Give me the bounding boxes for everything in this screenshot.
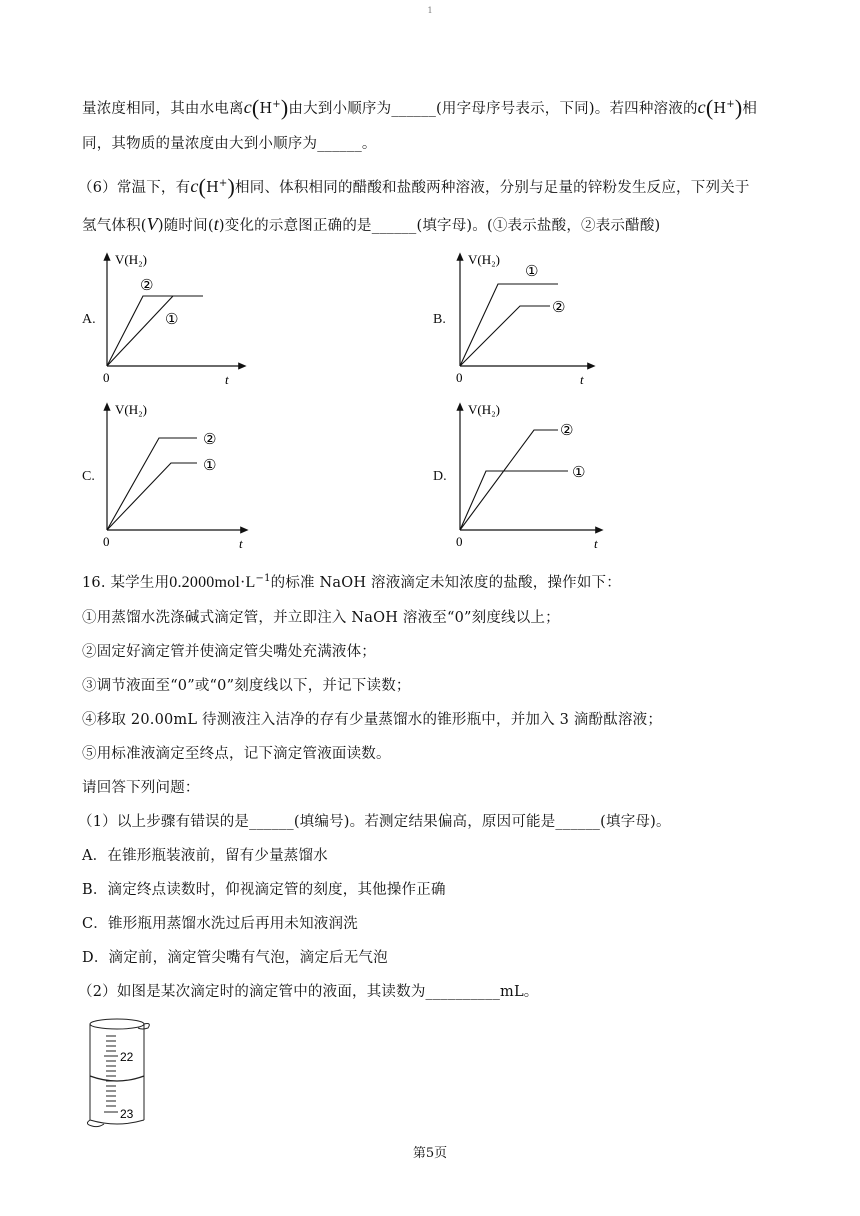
option-a: A．在锥形瓶装液前，留有少量蒸馏水 (82, 848, 328, 864)
option-b: B．滴定终点读数时，仰视滴定管的刻度，其他操作正确 (82, 882, 446, 898)
curve-label-bottom: ① (572, 463, 586, 481)
symbol-t: t (213, 214, 219, 234)
option-d: D．滴定前，滴定管尖嘴有气泡，滴定后无气泡 (82, 950, 388, 966)
text-segment: )变化的示意图正确的是______(填字母)。(①表示盐酸，②表示醋酸) (218, 218, 661, 234)
text-segment: 相同、体积相同的醋酸和盐酸两种溶液，分别与足量的锌粉发生反应，下列关于 (235, 179, 750, 196)
curve-label-top: ② (203, 430, 217, 448)
symbol-v: V (146, 214, 158, 234)
step-2: ②固定好滴定管并使滴定管尖嘴处充满液体； (82, 644, 376, 660)
curve-label-top: ① (525, 262, 539, 280)
text-segment: 相 (742, 100, 758, 117)
x-axis-label: t (239, 536, 243, 551)
origin-label: 0 (103, 370, 110, 385)
text-segment: （6）常温下，有 (78, 179, 191, 196)
symbol-plus: + (726, 99, 735, 110)
step-4: ④移取 20.00mL 待测液注入洁净的存有少量蒸馏水的锥形瓶中，并加入 3 滴酚酞溶液； (82, 712, 663, 728)
option-a-label: A. (82, 312, 96, 327)
text-line-2: 同，其物质的量浓度由大到小顺序为______。 (82, 136, 377, 152)
question-6-line-1: （6）常温下，有c(H+)相同、体积相同的醋酸和盐酸两种溶液，分别与足量的锌粉发生反应，下列关于 (78, 173, 750, 199)
curve-label-bottom: ① (165, 310, 179, 328)
graph-c (95, 400, 255, 550)
text-segment: 量浓度相同，其由水电离 (82, 100, 244, 117)
x-axis-label: t (225, 372, 229, 387)
page-footer: 第5页 (412, 1146, 448, 1161)
curve-acetic (107, 296, 203, 366)
curve-label-top: ② (560, 421, 574, 439)
text-segment: 16. 某学生用 (82, 574, 170, 591)
text-line-1: 量浓度相同，其由水电离c(H+)由大到小顺序为______(用字母序号表示，下同)。若四种溶液的c(H+)相 (82, 94, 758, 120)
step-5: ⑤用标准液滴定至终点，记下滴定管液面读数。 (82, 746, 391, 762)
curve-label-bottom: ① (203, 456, 217, 474)
burette-figure (82, 1016, 152, 1128)
step-1: ①用蒸馏水洗涤碱式滴定管，并立即注入 NaOH 溶液至“0”刻度线以上； (82, 610, 560, 626)
curve-hcl (107, 463, 197, 530)
origin-label: 0 (103, 534, 110, 549)
text-segment: (用字母序号表示，下同)。若四种溶液的 (436, 100, 698, 117)
text-segment: 的标准 NaOH 溶液滴定未知浓度的盐酸，操作如下： (270, 574, 621, 591)
curve-hcl (460, 471, 568, 530)
x-axis-label: t (580, 372, 584, 387)
y-axis-label: V(H₂) (115, 402, 147, 417)
symbol-plus: + (218, 178, 228, 189)
step-3: ③调节液面至“0”或“0”刻度线以下，并记下读数； (82, 678, 411, 694)
page-mark: 1 (427, 6, 433, 15)
text-segment: )随时间( (157, 218, 214, 234)
option-d-label: D. (433, 469, 447, 484)
symbol-c: c (243, 96, 252, 117)
prompt-line: 请回答下列问题： (82, 780, 200, 796)
text-segment: 由大到小顺序为 (288, 100, 392, 117)
graph-a (95, 250, 255, 390)
burette-mark-22: 22 (120, 1050, 134, 1064)
unit-exponent: −1 (255, 573, 271, 584)
graph-d (448, 400, 618, 550)
answer-blank: ______ (391, 100, 437, 117)
symbol-c: c (697, 96, 706, 117)
y-axis-label: V(H₂) (468, 252, 500, 267)
curve-acetic (460, 430, 558, 530)
curve-hcl (460, 284, 558, 366)
sub-question-2: （2）如图是某次滴定时的滴定管中的液面，其读数为__________mL。 (78, 984, 539, 1000)
symbol-plus: + (272, 99, 281, 110)
origin-label: 0 (456, 370, 463, 385)
burette-mark-23: 23 (120, 1107, 134, 1121)
option-c-label: C. (82, 469, 95, 484)
symbol-c: c (190, 175, 199, 196)
concentration-value: 0.2000mol·L (169, 573, 256, 591)
graph-b (448, 250, 608, 390)
curve-label-bottom: ② (552, 298, 566, 316)
y-axis-label: V(H₂) (115, 252, 147, 267)
liquid-meniscus (90, 1076, 144, 1081)
option-c: C．锥形瓶用蒸馏水洗过后再用未知液润洗 (82, 916, 358, 932)
question-6-line-2 (82, 214, 660, 236)
curve-hcl (107, 296, 173, 366)
y-axis-label: V(H₂) (468, 402, 500, 417)
sub-question-1: （1）以上步骤有错误的是______(填编号)。若测定结果偏高，原因可能是______(填字母)。 (78, 814, 671, 830)
origin-label: 0 (456, 534, 463, 549)
text-segment: 氢气体积( (82, 218, 147, 234)
curve-label-top: ② (140, 276, 154, 294)
option-b-label: B. (433, 312, 446, 327)
x-axis-label: t (594, 536, 598, 551)
question-16-stem (82, 569, 621, 593)
